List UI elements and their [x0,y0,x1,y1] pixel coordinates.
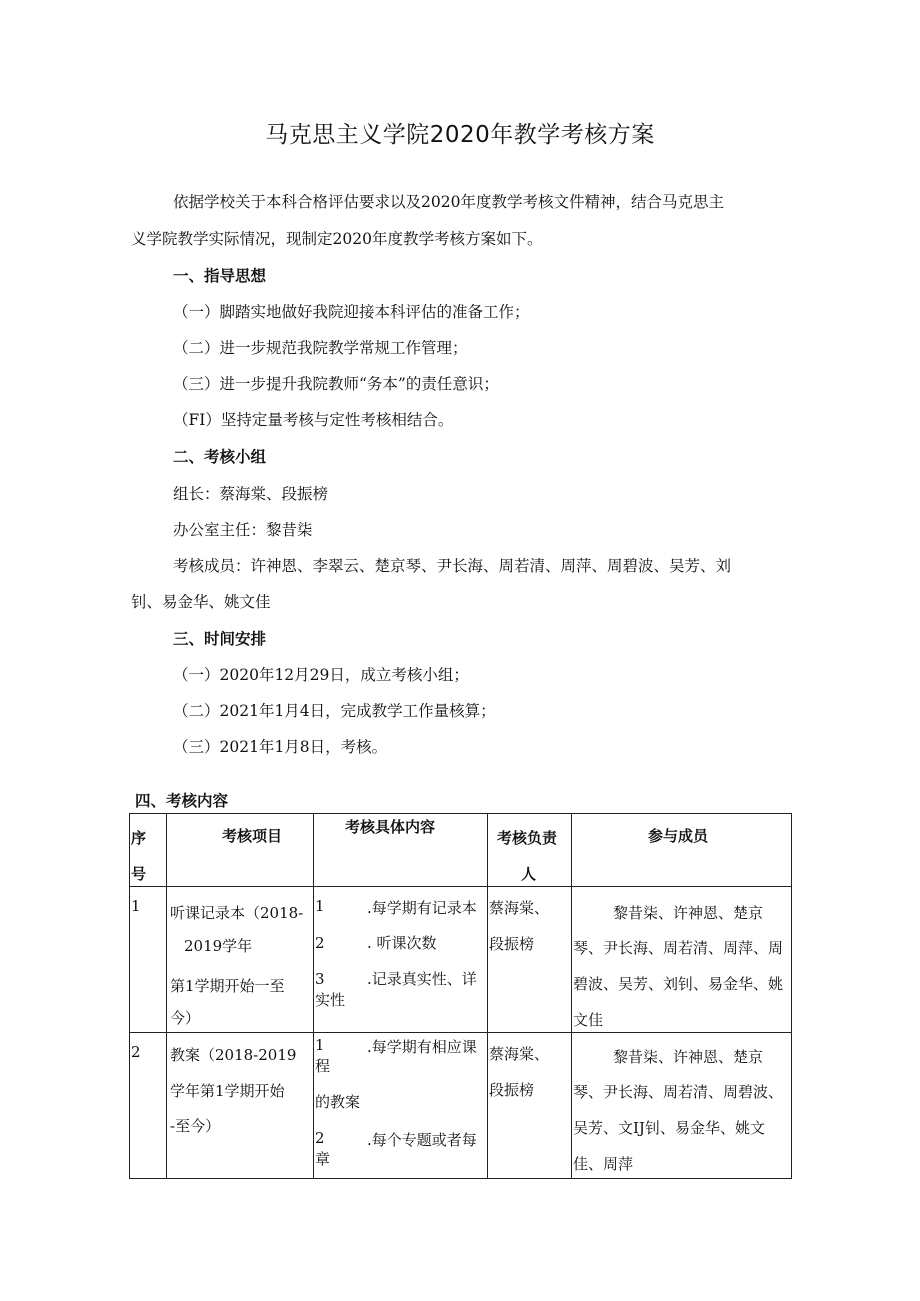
row1-members-line-2: 琴、尹长海、周若清、周萍、周 [573,939,784,957]
row2-content-text-3: 的教案 [315,1093,361,1111]
row2-resp-line-1: 蔡海棠、 [489,1045,550,1063]
document-title: 马克思主义学院2020年教学考核方案 [265,122,655,148]
row2-item-line-1: 教案（2018-2019 [170,1046,297,1064]
section1-item-4: （FI）坚持定量考核与定性考核相结合。 [173,411,454,429]
header-members: 参与成员 [648,827,709,845]
row2-item-line-3: -至今） [170,1117,221,1135]
header-item-cell [167,814,314,887]
row2-members-line-1: 黎昔柒、许神恩、楚京 [613,1048,764,1066]
row1-item-line-1: 听课记录本（2018- [170,904,304,922]
section2-heading: 二、考核小组 [173,448,267,466]
row1-content-text-2: . 听课次数 [367,934,437,952]
row1-content-text-3: .记录真实性、详 [367,970,477,988]
header-seq-1: 序 [131,829,147,847]
row2-members-cell [572,1033,792,1179]
row2-content-cell [314,1033,488,1179]
row1-content-cell [314,887,488,1033]
header-seq-cell [130,814,167,887]
row1-content-num-3: 3 [315,970,325,988]
section3-heading: 三、时间安排 [173,630,267,648]
row2-content-text-2: 程 [315,1057,331,1075]
header-seq-2: 号 [131,865,147,883]
row2-resp-line-2: 段振榜 [489,1081,535,1099]
row1-item-line-3: 第1学期开始一至 [170,977,285,995]
row2-seq: 2 [131,1043,141,1061]
row1-content-text-1: .每学期有记录本 [367,899,477,917]
section1-item-2: （二）进一步规范我院教学常规工作管理； [173,339,468,357]
row2-item-cell [167,1033,314,1179]
header-resp-1: 考核负责 [497,829,558,847]
section1-heading: 一、指导思想 [173,267,267,285]
row1-seq-cell [130,887,167,1033]
row2-members-line-4: 佳、周萍 [573,1155,634,1173]
members-line-2: 钊、易金华、姚文佳 [131,593,271,611]
row1-content-num-1: 1 [315,897,325,915]
header-content-cell [314,814,488,887]
row2-content-text-1: .每学期有相应课 [367,1038,477,1056]
row1-resp-line-1: 蔡海棠、 [489,899,550,917]
intro-line-1: 依据学校关于本科合格评估要求以及2020年度教学考核文件精神，结合马克思主 [173,193,724,211]
schedule-item-3: （三）2021年1月8日，考核。 [173,738,388,756]
section1-item-1: （一）脚踏实地做好我院迎接本科评估的准备工作； [173,303,530,321]
row2-resp-cell [488,1033,572,1179]
row2-content-text-5: 章 [315,1150,331,1168]
row1-content-text-4: 实性 [315,991,346,1009]
header-members-cell [572,814,792,887]
row1-item-line-2: 2019学年 [184,937,253,955]
office-director: 办公室主任：黎昔柒 [173,521,313,539]
intro-line-2: 义学院教学实际情况，现制定2020年度教学考核方案如下。 [131,230,543,248]
schedule-item-1: （一）2020年12月29日，成立考核小组； [173,666,469,684]
table-row [130,1033,792,1179]
members-line-1: 考核成员：许神恩、李翠云、楚京琴、尹长海、周若清、周萍、周碧波、吴芳、刘 [173,557,732,575]
row1-item-line-4: 今） [170,1009,201,1027]
row2-members-line-2: 琴、尹长海、周若清、周碧波、 [573,1083,784,1101]
row2-content-num-1: 1 [315,1036,325,1054]
section4-heading: 四、考核内容 [135,792,229,810]
row2-item-line-2: 学年第1学期开始 [170,1082,285,1100]
row1-members-line-3: 碧波、吴芳、刘钊、易金华、姚 [573,975,784,993]
table-row [130,887,792,1033]
assessment-table [129,813,792,1179]
header-item: 考核项目 [222,827,283,845]
header-content: 考核具体内容 [345,818,436,836]
row1-members-cell [572,887,792,1033]
header-resp-cell [488,814,572,887]
row2-content-num-4: 2 [315,1129,325,1147]
group-leader: 组长：蔡海棠、段振榜 [173,485,329,503]
schedule-item-2: （二）2021年1月4日，完成教学工作量核算； [173,702,496,720]
row1-item-cell [167,887,314,1033]
row1-resp-cell [488,887,572,1033]
row1-resp-line-2: 段振榜 [489,935,535,953]
row1-seq: 1 [131,897,141,915]
row1-content-num-2: 2 [315,934,325,952]
row2-content-text-4: .每个专题或者每 [367,1131,477,1149]
header-resp-2: 人 [521,865,537,883]
row1-members-line-4: 文佳 [573,1011,604,1029]
section1-item-3: （三）进一步提升我院教师“务本”的责任意识； [173,375,499,393]
row2-seq-cell [130,1033,167,1179]
row2-members-line-3: 吴芳、文IJ钊、易金华、姚文 [573,1119,765,1137]
table-header-row [130,814,792,887]
row1-members-line-1: 黎昔柒、许神恩、楚京 [613,904,764,922]
